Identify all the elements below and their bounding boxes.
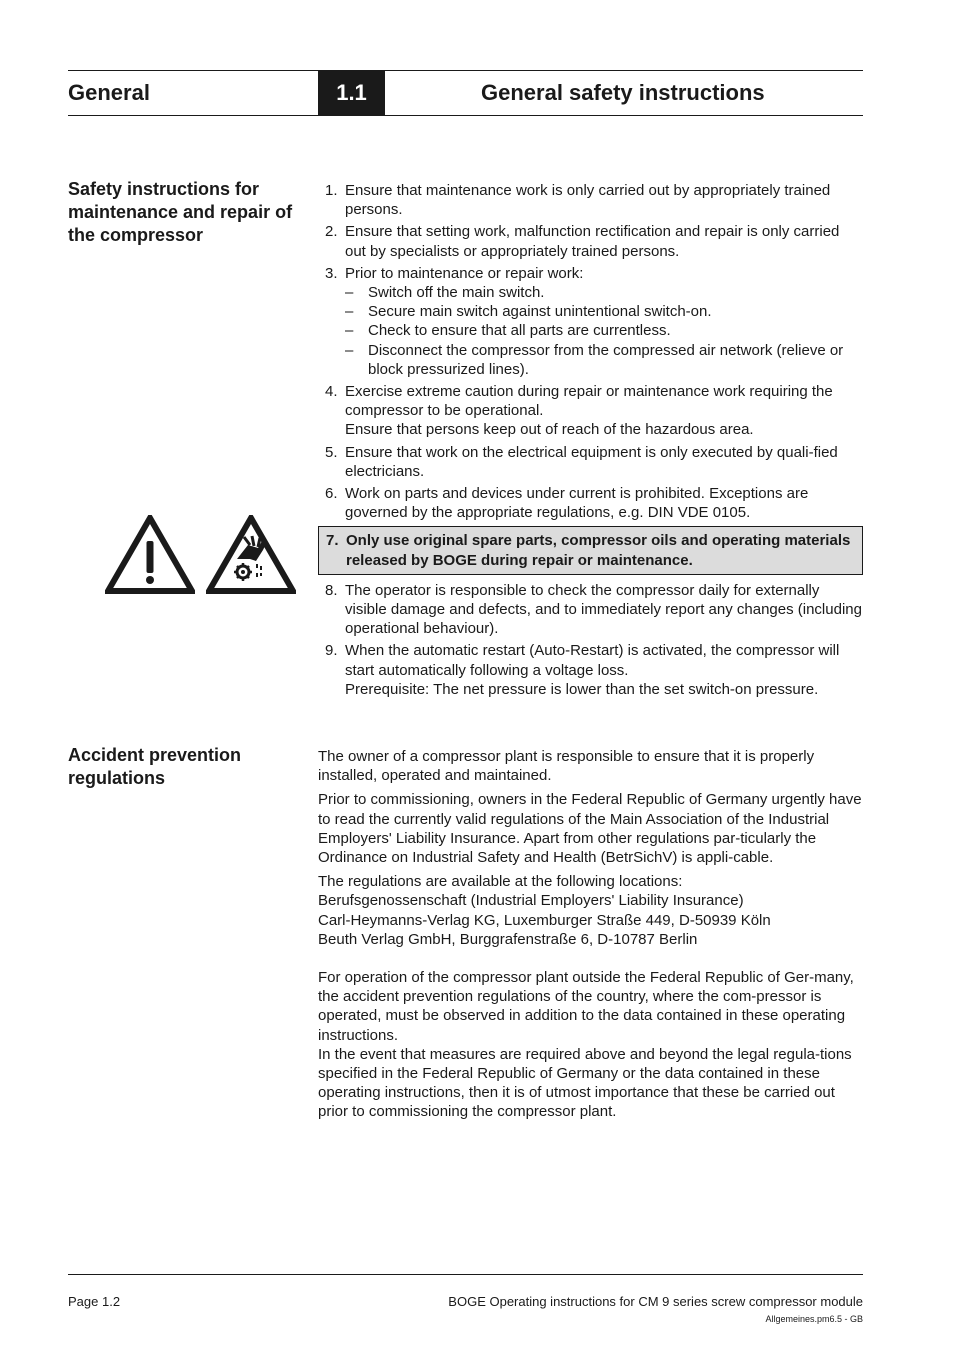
list-item: 8. The operator is responsible to check the compressor daily for externally visible damage and defects, and to immediately report any changes (including operational behaviour). <box>325 581 862 638</box>
rotating-parts-hazard-icon <box>206 515 296 594</box>
chapter-title: General <box>68 80 150 105</box>
maintenance-heading: Safety instructions for maintenance and repair of the compressor <box>68 179 293 245</box>
highlighted-item-box <box>318 526 863 574</box>
list-item: 3. Prior to maintenance or repair work: – Switch off the main switch. – Secure main switch against unintentional switch-on. – Check to ensure that all parts are currentless. – Disconnect the compressor from the compressed air network (relieve or block pressurized lines). <box>318 264 863 379</box>
paragraph: For operation of the compressor plant outside the Federal Republic of Ger-many, the accident prevention regulations of the country, where the com-pressor is operated, must be observed in addition to the data contained in these operating instructions. <box>318 969 854 1044</box>
document-title: BOGE Operating instructions for CM 9 series screw compressor module <box>448 1294 863 1309</box>
footer-rule <box>68 1274 863 1275</box>
paragraph: Prior to commissioning, owners in the Federal Republic of Germany urgently have to read the currently valid regulations of the Main Association of the Industrial Employers' Liability Insurance. Apart from other regulations par-ticularly the Ordinance on Industrial Safety and Health (BetrSichV) is appli-cable. <box>318 791 862 867</box>
section-number: 1.1 <box>318 71 385 115</box>
header-bottom-rule <box>68 115 863 116</box>
accident-heading: Accident prevention regulations <box>68 745 242 788</box>
accident-text-column <box>318 747 863 1127</box>
file-reference: Allgemeines.pm6.5 - GB <box>765 1314 863 1324</box>
general-warning-icon <box>105 515 195 594</box>
page-number: Page 1.2 <box>68 1294 121 1309</box>
sub-list-item: – Disconnect the compressor from the compressed air network (relieve or block pressurized lines). <box>345 341 844 378</box>
sub-list-item: – Secure main switch against unintentional switch-on. <box>345 303 712 321</box>
list-item: 5. Ensure that work on the electrical equipment is only executed by quali-fied electricians. <box>325 443 838 480</box>
sub-list <box>345 283 863 379</box>
list-item: 9. When the automatic restart (Auto-Restart) is activated, the compressor will start automatically following a voltage loss. Prerequisite: The net pressure is lower than the set switch-on pressure. <box>325 642 840 698</box>
addresses-paragraph: The regulations are available at the following locations: Berufsgenossenschaft (Industrial Employers' Liability Insurance) Carl-Heymanns-Verlag KG, Luxemburger Straße 449, D-50939 Köln Beuth Verlag GmbH, Burggrafenstraße 6, D-10787 Berlin <box>318 873 771 948</box>
section-title: General safety instructions <box>481 80 765 105</box>
maintenance-list-column <box>318 181 863 702</box>
list-item: 1. Ensure that maintenance work is only carried out by appropriately trained persons. <box>325 182 831 219</box>
paragraph: The owner of a compressor plant is responsible to ensure that it is properly installed, operated and maintained. <box>318 748 815 785</box>
paragraph: In the event that measures are required above and beyond the legal regula-tions specified in the Federal Republic of Germany or the data contained in these operating instructions, then it is of utmost importance that these be carried out prior to commissioning the compressor plant. <box>318 1045 852 1121</box>
list-item: 4. Exercise extreme caution during repair or maintenance work requiring the compressor to be operational. Ensure that persons keep out of reach of the hazardous area. <box>325 383 833 439</box>
maintenance-list <box>318 181 863 522</box>
sub-list-item: – Check to ensure that all parts are currentless. <box>345 322 671 340</box>
sub-list-item: – Switch off the main switch. <box>345 284 545 302</box>
list-item-highlighted: 7. Only use original spare parts, compressor oils and operating materials released by BOGE during repair or maintenance. <box>326 532 851 569</box>
header-top-rule <box>68 70 863 71</box>
list-item: 6. Work on parts and devices under current is prohibited. Exceptions are governed by the appropriate regulations, e.g. DIN VDE 0105. <box>325 485 809 522</box>
list-item: 2. Ensure that setting work, malfunction rectification and repair is only carried out by specialists or appropriately trained persons. <box>325 223 840 260</box>
